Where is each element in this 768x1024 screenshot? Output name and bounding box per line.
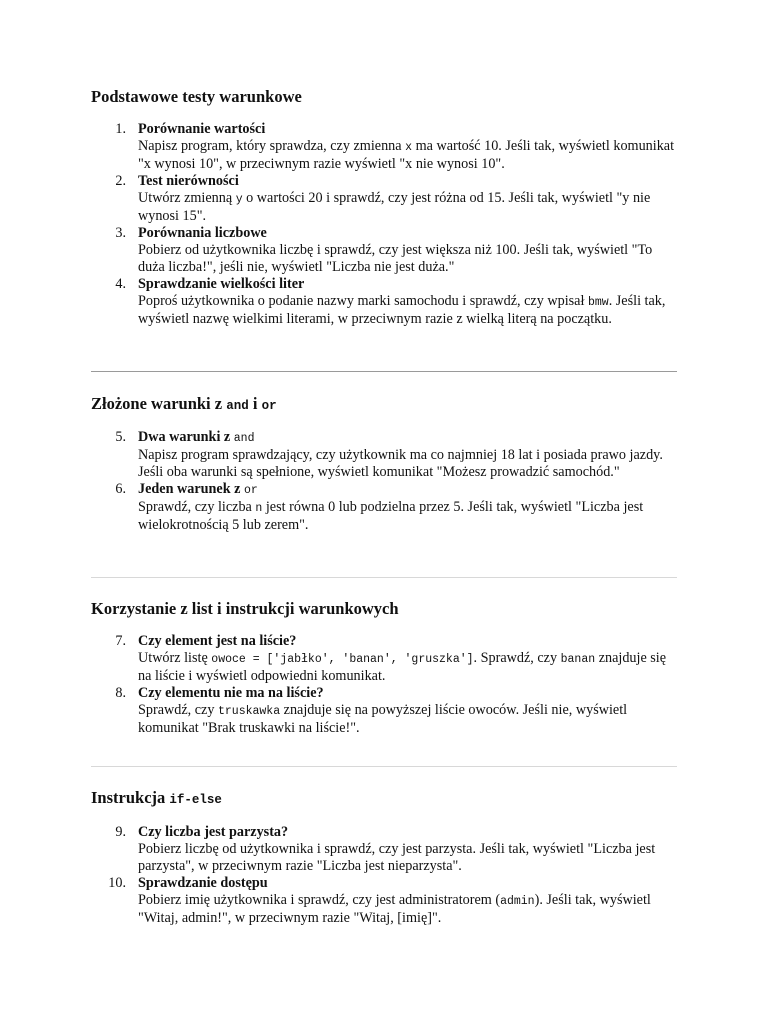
item-body: Utwórz zmienną y o wartości 20 i sprawdź, czy jest różna od 15. Jeśli tak, wyświetl "y nie wynosi 15". — [138, 190, 651, 224]
item-number: 7. — [115, 633, 126, 649]
item-body: Pobierz od użytkownika liczbę i sprawdź, czy jest większa niż 100. Jeśli tak, wyświetl "To duża liczba!", jeśli nie, wyświetl "Liczba nie jest duża." — [138, 242, 653, 275]
section-divider — [91, 577, 677, 578]
item-body: Poproś użytkownika o podanie nazwy marki samochodu i sprawdź, czy wpisał bmw. Jeśli tak, wyświetl nazwę wielkimi literami, w przeciwnym razie z wielką literą na początku. — [138, 293, 666, 327]
item-body: Napisz program sprawdzający, czy użytkownik ma co najmniej 18 lat i posiada prawo jazdy. Jeśli oba warunki są spełnione, wyświetl komunikat "Możesz prowadzić samochód." — [138, 447, 663, 480]
section-lists — [91, 599, 677, 737]
item-number: 1. — [115, 121, 126, 137]
item-body: Sprawdź, czy truskawka znajduje się na powyższej liście owoców. Jeśli nie, wyświetl komunikat "Brak truskawki na liście!". — [138, 702, 628, 736]
section-if-else — [91, 788, 677, 927]
item-number: 2. — [115, 173, 126, 189]
item-body: Utwórz listę owoce = ['jabłko', 'banan', 'gruszka']. Sprawdź, czy banan znajduje się na liście i wyświetl odpowiedni komunikat. — [138, 650, 667, 684]
item-title: Czy elementu nie ma na liście? — [138, 685, 324, 701]
list-item — [91, 824, 677, 875]
section-divider — [91, 371, 677, 372]
item-title: Test nierówności — [138, 173, 239, 189]
item-title: Sprawdzanie wielkości liter — [138, 276, 305, 292]
item-number: 5. — [115, 429, 126, 445]
section-heading: Korzystanie z list i instrukcji warunkowych — [91, 599, 399, 618]
item-body: Napisz program, który sprawdza, czy zmienna x ma wartość 10. Jeśli tak, wyświetl komunikat "x wynosi 10", w przeciwnym razie wyświetl "x nie wynosi 10". — [138, 138, 675, 172]
item-number: 4. — [115, 276, 126, 292]
section-compound-conditions — [91, 394, 677, 534]
list-item — [91, 685, 677, 737]
item-title: Porównanie wartości — [138, 121, 266, 137]
list-item — [91, 121, 677, 173]
item-number: 3. — [115, 225, 126, 241]
list-item — [91, 276, 677, 328]
item-title: Dwa warunki z and — [138, 429, 255, 445]
exercise-list — [91, 121, 677, 328]
item-body: Pobierz imię użytkownika i sprawdź, czy jest administratorem (admin). Jeśli tak, wyświetl "Witaj, admin!", w przeciwnym razie "Witaj, [imię]". — [138, 892, 651, 926]
item-number: 9. — [115, 824, 126, 840]
item-body: Sprawdź, czy liczba n jest równa 0 lub podzielna przez 5. Jeśli tak, wyświetl "Liczba jest wielokrotnością 5 lub zerem". — [138, 499, 644, 533]
exercise-list — [91, 824, 677, 927]
list-item — [91, 481, 677, 534]
item-title: Porównania liczbowe — [138, 225, 267, 241]
section-heading: Instrukcja if-else — [91, 788, 222, 807]
item-title: Jeden warunek z or — [138, 481, 258, 497]
item-number: 10. — [108, 875, 126, 891]
list-item — [91, 173, 677, 225]
item-number: 8. — [115, 685, 126, 701]
exercise-list — [91, 633, 677, 737]
item-title: Czy liczba jest parzysta? — [138, 824, 289, 840]
item-title: Sprawdzanie dostępu — [138, 875, 268, 891]
section-heading: Podstawowe testy warunkowe — [91, 87, 302, 106]
section-basic-conditions — [91, 87, 677, 328]
item-number: 6. — [115, 481, 126, 497]
list-item — [91, 875, 677, 927]
list-item — [91, 225, 677, 276]
item-title: Czy element jest na liście? — [138, 633, 297, 649]
exercise-list — [91, 429, 677, 534]
list-item — [91, 429, 677, 481]
list-item — [91, 633, 677, 685]
section-heading: Złożone warunki z and i or — [91, 394, 277, 413]
item-body: Pobierz liczbę od użytkownika i sprawdź, czy jest parzysta. Jeśli tak, wyświetl "Liczba jest parzysta", w przeciwnym razie "Liczba jest nieparzysta". — [138, 841, 656, 874]
section-divider — [91, 766, 677, 767]
